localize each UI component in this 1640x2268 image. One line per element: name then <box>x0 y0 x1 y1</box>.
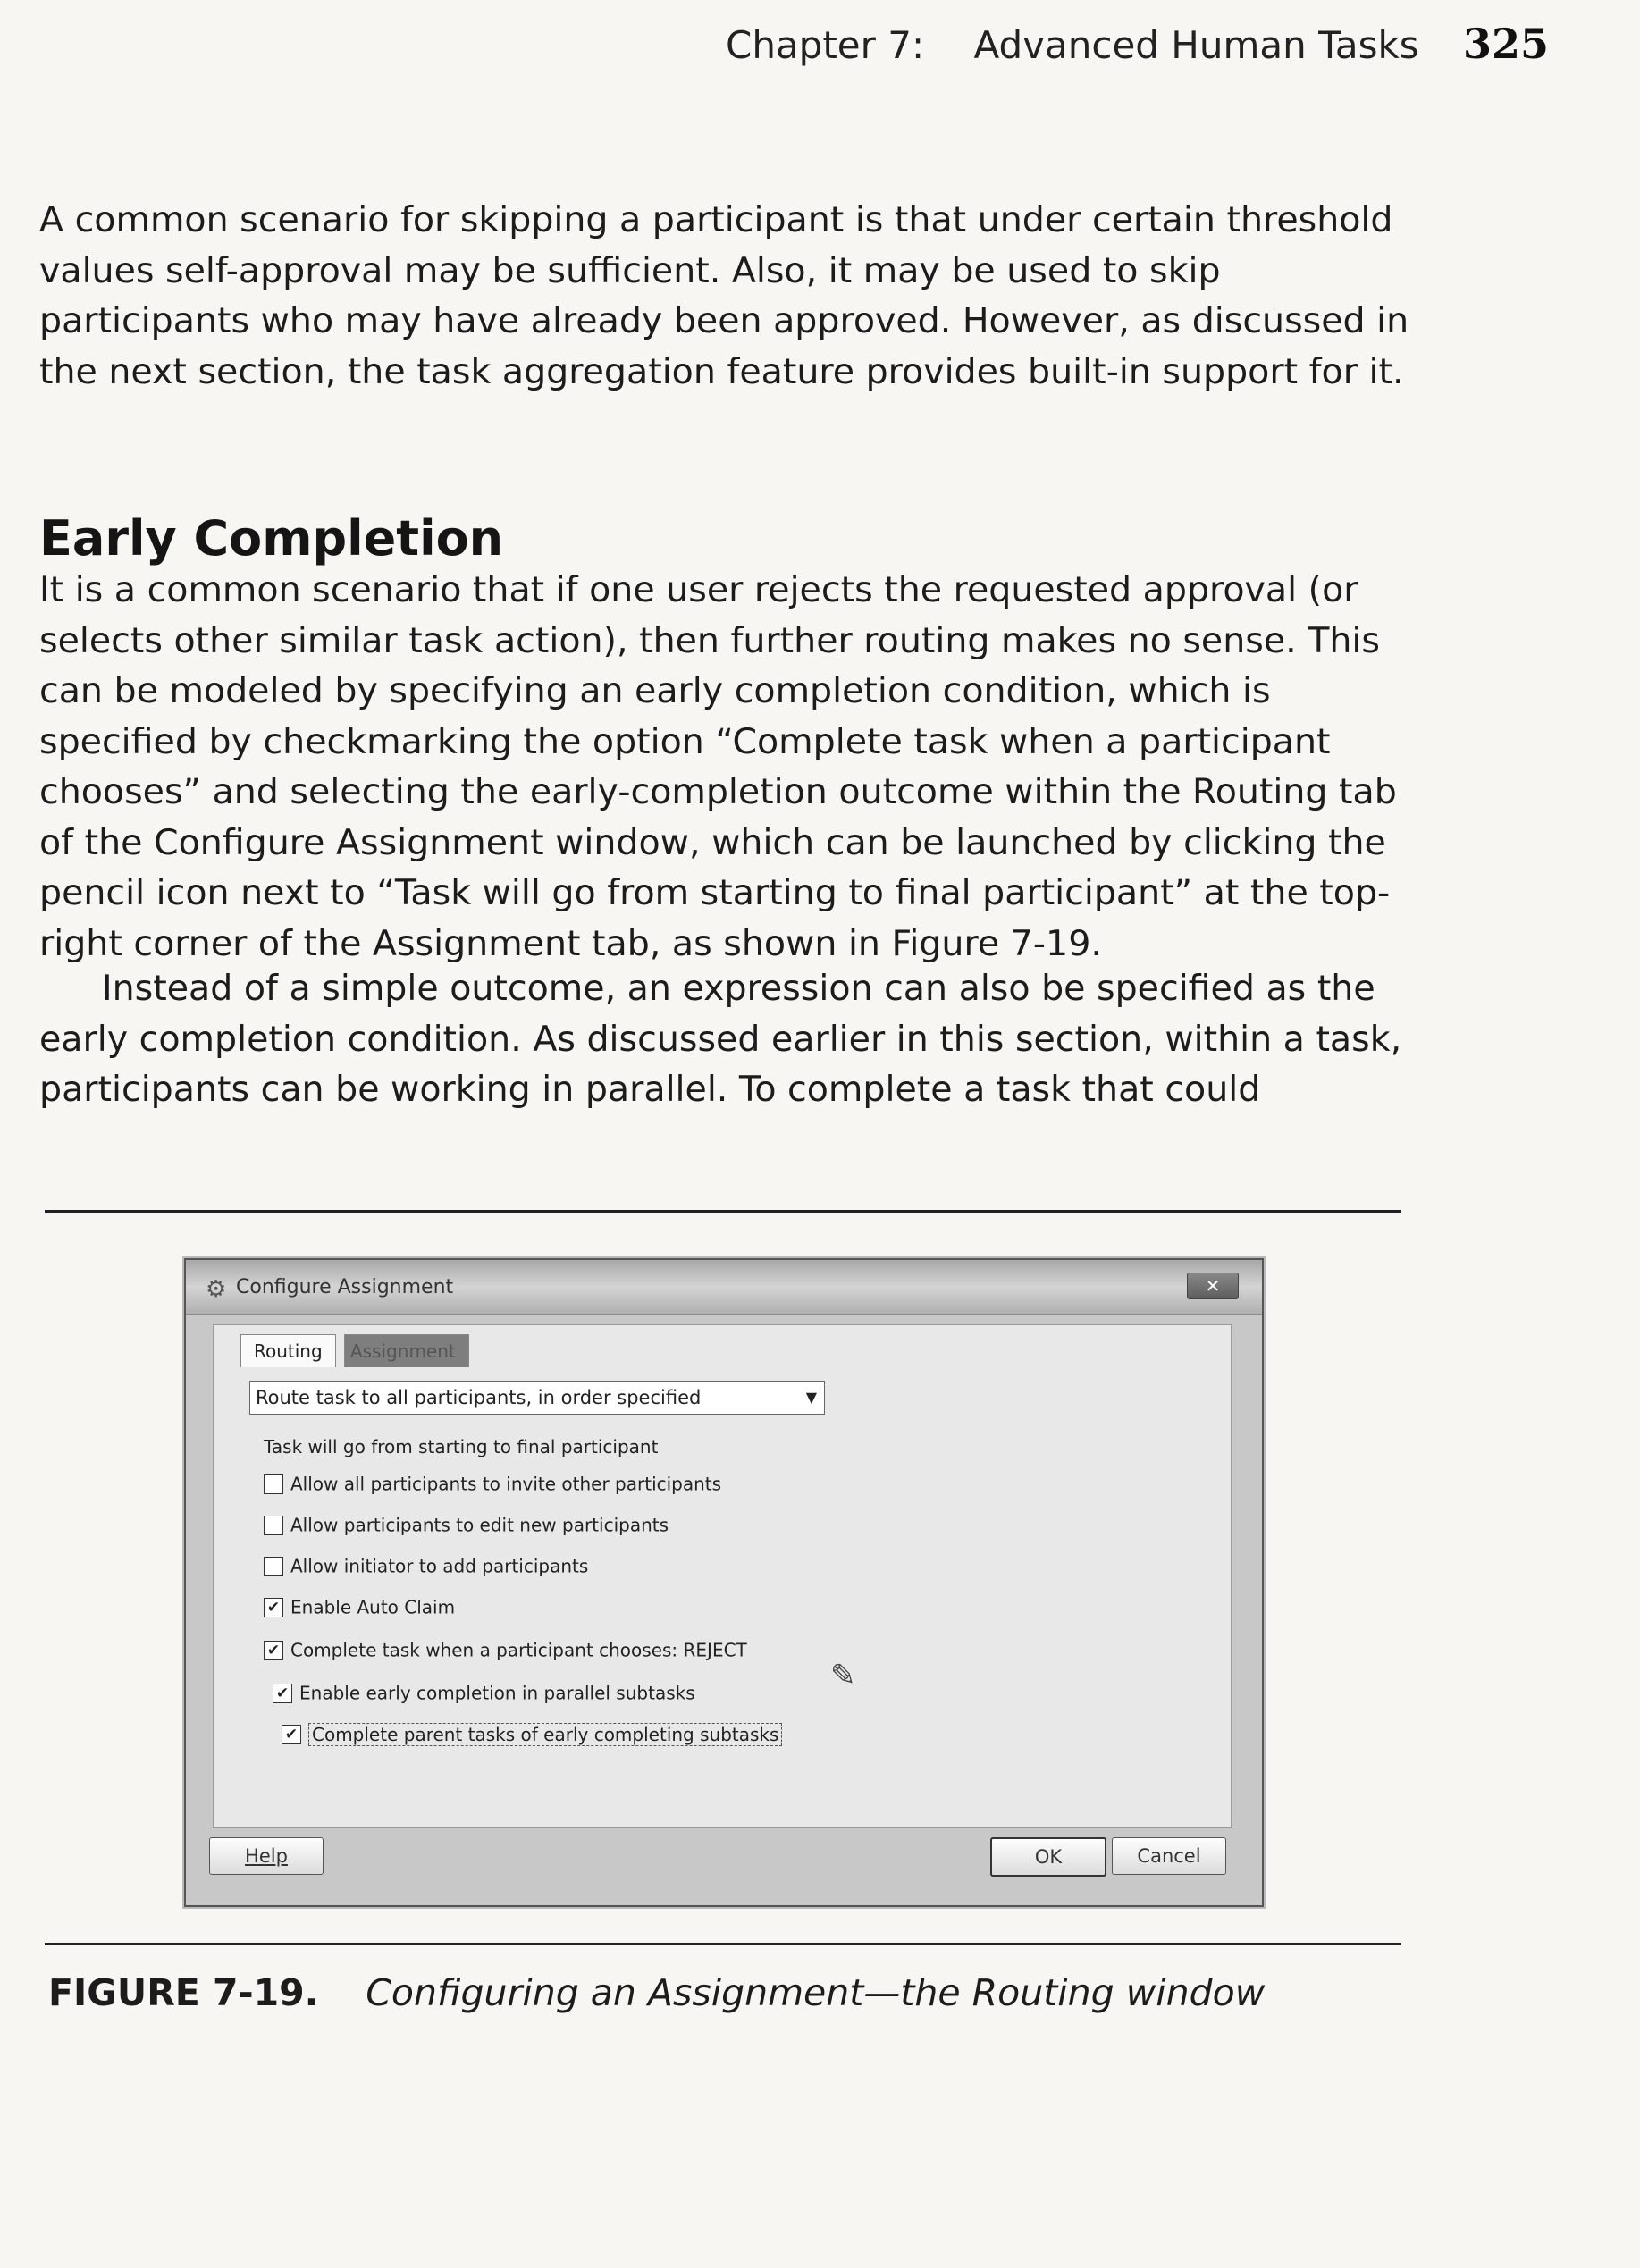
tab-routing[interactable]: Routing <box>240 1334 336 1367</box>
checkbox-parallel-label: Enable early completion in parallel subtasks <box>299 1682 695 1704</box>
checkbox-parent-label: Complete parent tasks of early completing subtasks <box>308 1723 782 1746</box>
checkbox-complete-reject[interactable]: ✔ <box>264 1641 283 1660</box>
checkbox-parallel[interactable]: ✔ <box>273 1684 292 1703</box>
checkbox-edit[interactable] <box>264 1516 283 1535</box>
chapter-title: Advanced Human Tasks <box>973 23 1419 67</box>
paragraph-early-completion: It is a common scenario that if one user rejects the requested approval (or selects other similar task action), then further routing makes no sense. This can be modeled by specifying an early completion condition, which is specified by checkmarking the option “Complete task when a participant chooses” and selecting the early-completion outcome within the Routing tab of the Configure Assignment window, which can be launched by clicking the pencil icon next to “Task will go from starting to final participant” at the top-right corner of the Assignment tab, as shown in Figure 7-19. <box>39 569 1397 964</box>
app-icon: ⚙ <box>206 1276 227 1303</box>
figure-caption <box>48 1971 1265 2014</box>
checkbox-initiator[interactable] <box>264 1557 283 1576</box>
checkbox-complete-reject-label: Complete task when a participant chooses: REJECT <box>290 1639 747 1661</box>
routing-options-label: Task will go from starting to final participant <box>264 1436 659 1457</box>
figure-caption-text: Configuring an Assignment—the Routing window <box>366 1971 1266 2014</box>
checkbox-auto-claim-label: Enable Auto Claim <box>290 1596 456 1618</box>
checkbox-invite[interactable] <box>264 1474 283 1494</box>
checkbox-row-auto-claim[interactable] <box>264 1595 455 1618</box>
checkbox-parent[interactable]: ✔ <box>282 1725 301 1744</box>
paragraph-expression: Instead of a simple outcome, an expression can also be specified as the early completion condition. As discussed earlier in this section, within a task, participants can be working in parallel. To complete a task that could <box>39 968 1402 1110</box>
pencil-icon[interactable]: ✎ <box>830 1658 856 1693</box>
checkbox-row-invite[interactable] <box>264 1472 721 1495</box>
dialog-titlebar <box>186 1260 1262 1315</box>
checkbox-edit-label: Allow participants to edit new participants <box>290 1514 669 1536</box>
checkbox-row-initiator[interactable] <box>264 1554 588 1577</box>
chevron-down-icon: ▼ <box>805 1389 817 1406</box>
checkbox-initiator-label: Allow initiator to add participants <box>290 1555 589 1577</box>
checkbox-row-edit[interactable] <box>264 1513 669 1536</box>
page-number: 325 <box>1463 20 1550 68</box>
checkbox-row-complete-reject[interactable] <box>264 1638 747 1661</box>
help-button[interactable] <box>209 1837 324 1875</box>
routing-pattern-select[interactable] <box>249 1381 825 1415</box>
dialog-title: Configure Assignment <box>236 1276 454 1298</box>
dialog-body <box>213 1324 1232 1828</box>
checkbox-auto-claim[interactable]: ✔ <box>264 1598 283 1617</box>
help-button-label: Help <box>245 1845 288 1867</box>
figure-rule-top <box>45 1210 1401 1213</box>
checkbox-row-parallel[interactable] <box>273 1681 695 1704</box>
chapter-label: Chapter 7: <box>726 23 925 67</box>
ok-button[interactable]: OK <box>990 1837 1106 1877</box>
routing-pattern-value: Route task to all participants, in order specified <box>256 1387 702 1408</box>
figure-label: FIGURE 7-19. <box>48 1971 319 2014</box>
paragraph-intro: A common scenario for skipping a participant is that under certain threshold values self-approval may be sufficient. Also, it may be used to skip participants who may have already been approved. However, as discussed in the next section, the task aggregation feature provides built-in support for it. <box>39 199 1409 392</box>
figure-rule-bottom <box>45 1943 1401 1945</box>
section-heading: Early Completion <box>39 510 504 567</box>
checkbox-invite-label: Allow all participants to invite other participants <box>290 1473 722 1495</box>
running-head <box>726 20 1550 68</box>
close-button[interactable]: ✕ <box>1187 1273 1239 1299</box>
cancel-button[interactable]: Cancel <box>1112 1837 1226 1875</box>
tab-assignment[interactable]: Assignment <box>344 1334 469 1367</box>
checkbox-row-parent[interactable] <box>282 1722 782 1745</box>
configure-assignment-dialog <box>184 1258 1264 1907</box>
